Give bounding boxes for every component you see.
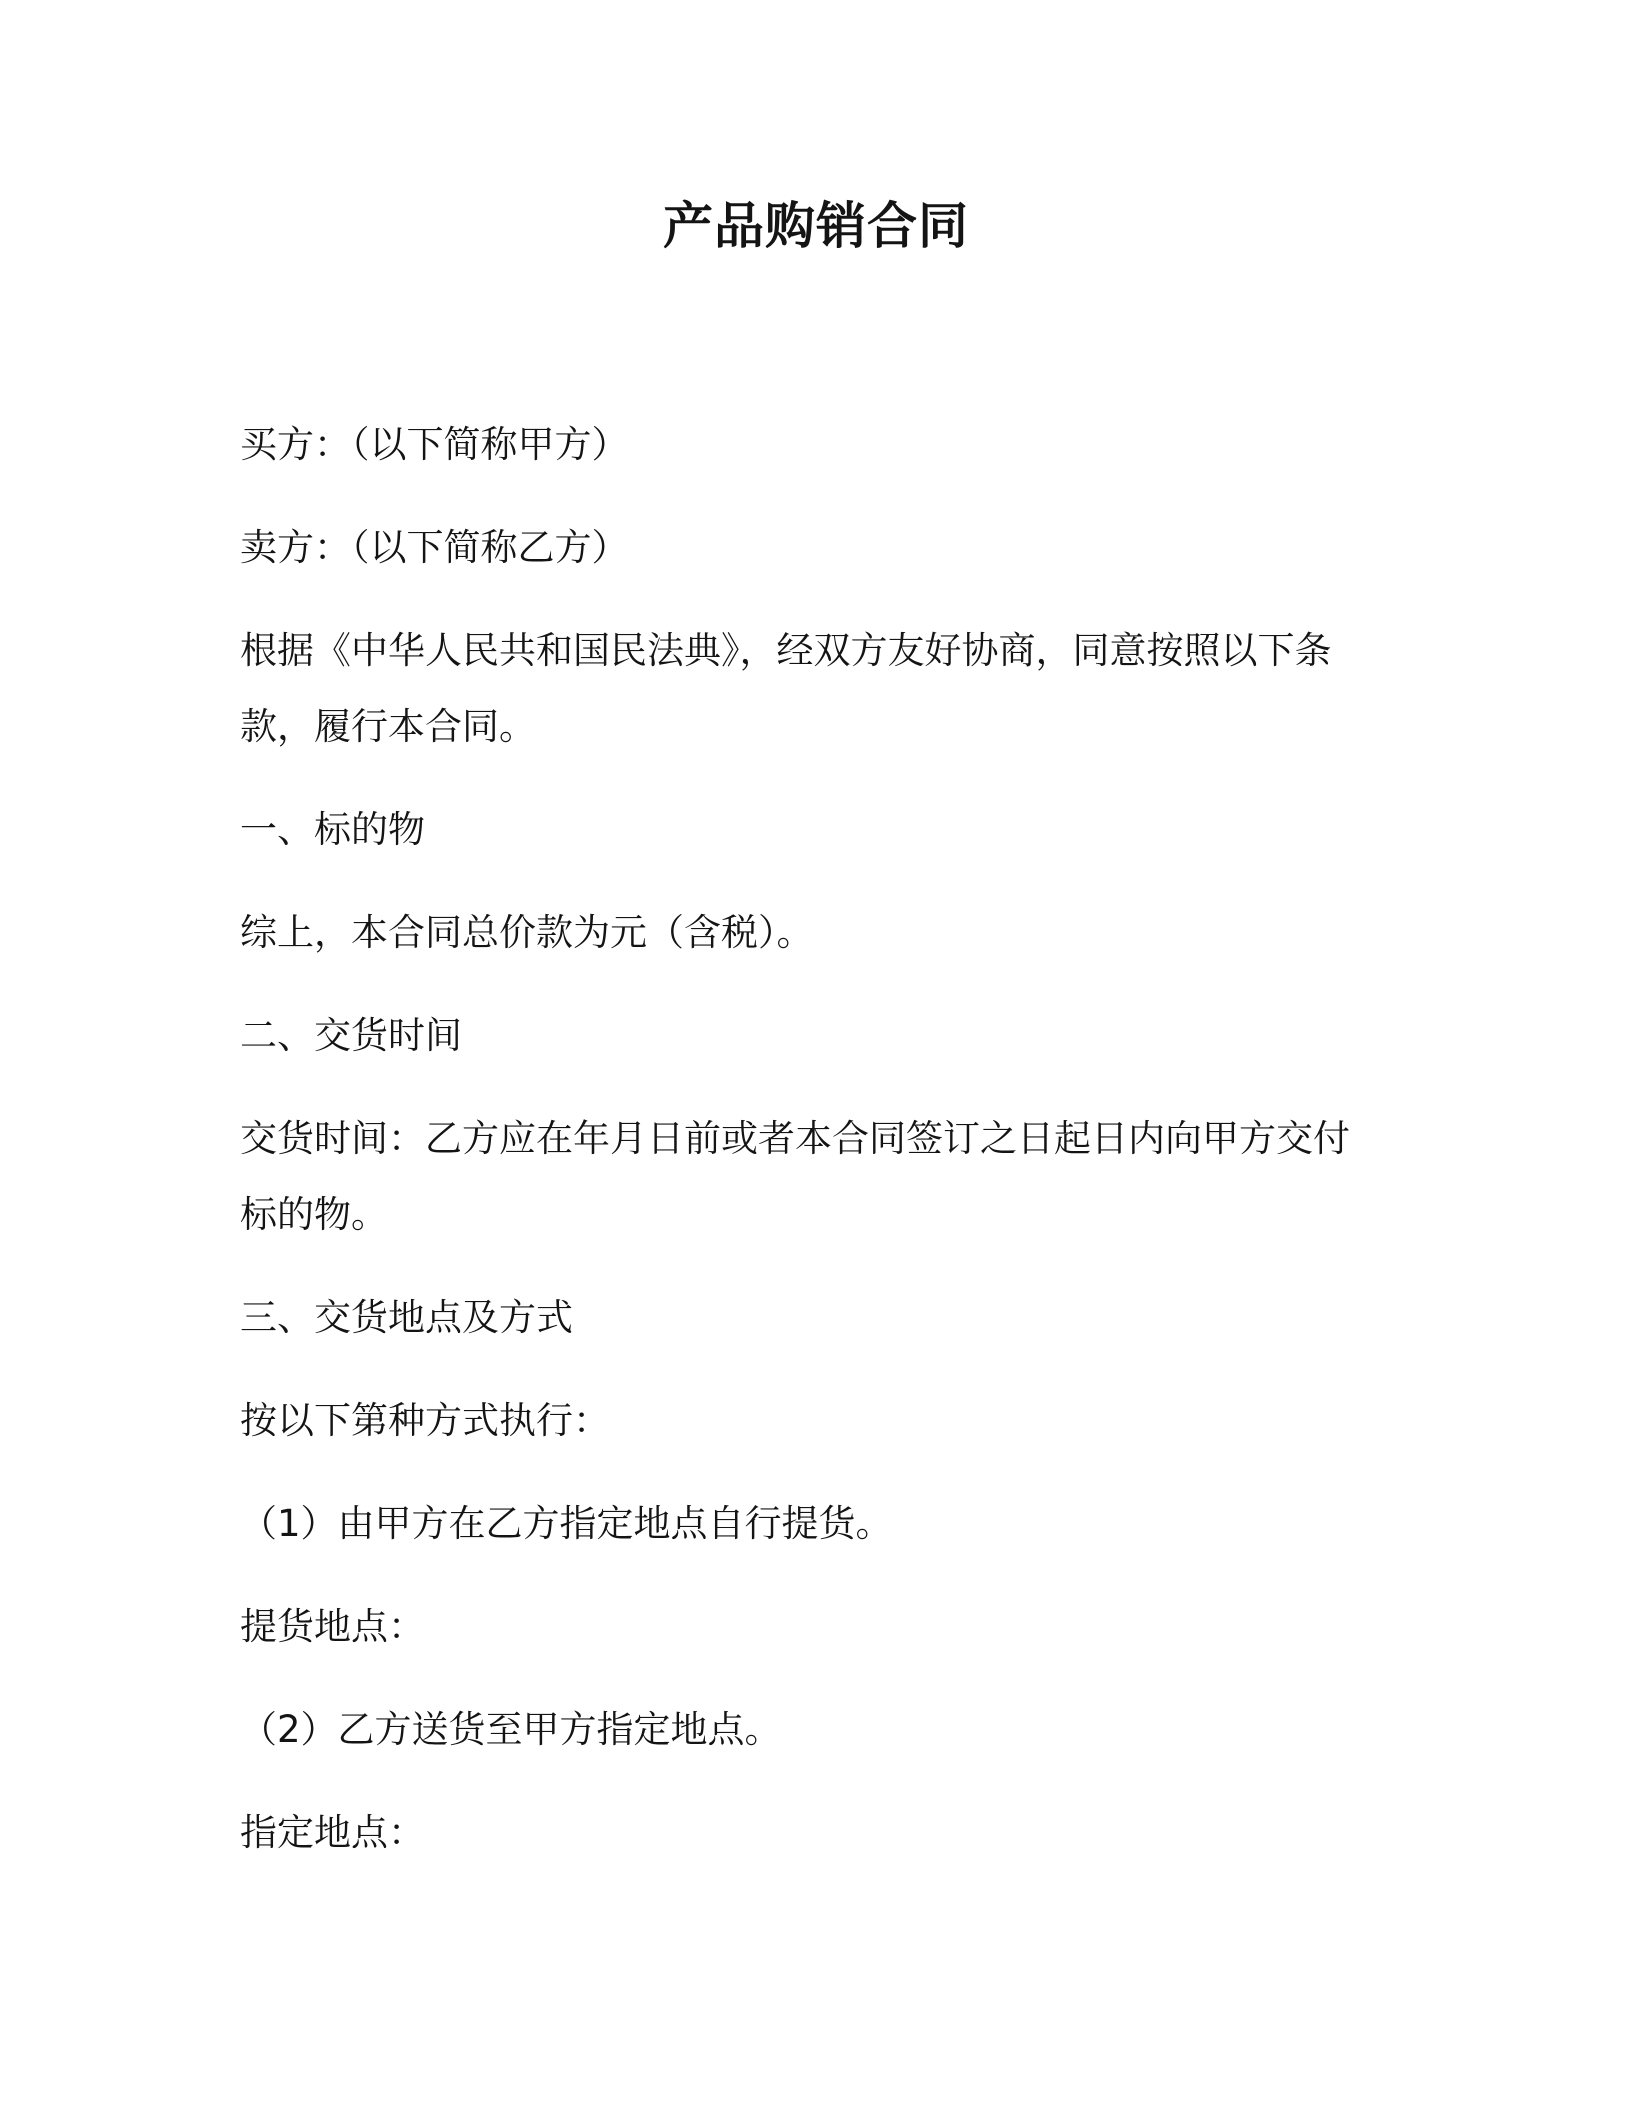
section-1-text: 综上，本合同总价款为元（含税）。 bbox=[240, 911, 814, 954]
section-3-heading: 三、交货地点及方式 bbox=[240, 1296, 573, 1339]
section-2-heading: 二、交货时间 bbox=[240, 1014, 462, 1057]
option-1: （1）由甲方在乙方指定地点自行提货。 bbox=[240, 1502, 893, 1545]
section-1-heading: 一、标的物 bbox=[240, 808, 425, 851]
buyer-line: 买方：（以下简称甲方） bbox=[240, 423, 629, 466]
option-2: （2）乙方送货至甲方指定地点。 bbox=[240, 1708, 782, 1751]
designated-location: 指定地点： bbox=[240, 1811, 425, 1854]
preamble-line-2: 款，履行本合同。 bbox=[240, 705, 536, 748]
section-2-text-line-1: 交货时间：乙方应在年月日前或者本合同签订之日起日内向甲方交付 bbox=[240, 1117, 1350, 1160]
seller-line: 卖方：（以下简称乙方） bbox=[240, 526, 629, 569]
section-3-intro: 按以下第种方式执行： bbox=[240, 1399, 610, 1442]
document-title: 产品购销合同 bbox=[663, 197, 969, 255]
pickup-location: 提货地点： bbox=[240, 1605, 425, 1648]
preamble-line-1: 根据《中华人民共和国民法典》，经双方友好协商，同意按照以下条 bbox=[240, 629, 1332, 672]
section-2-text-line-2: 标的物。 bbox=[240, 1193, 388, 1236]
